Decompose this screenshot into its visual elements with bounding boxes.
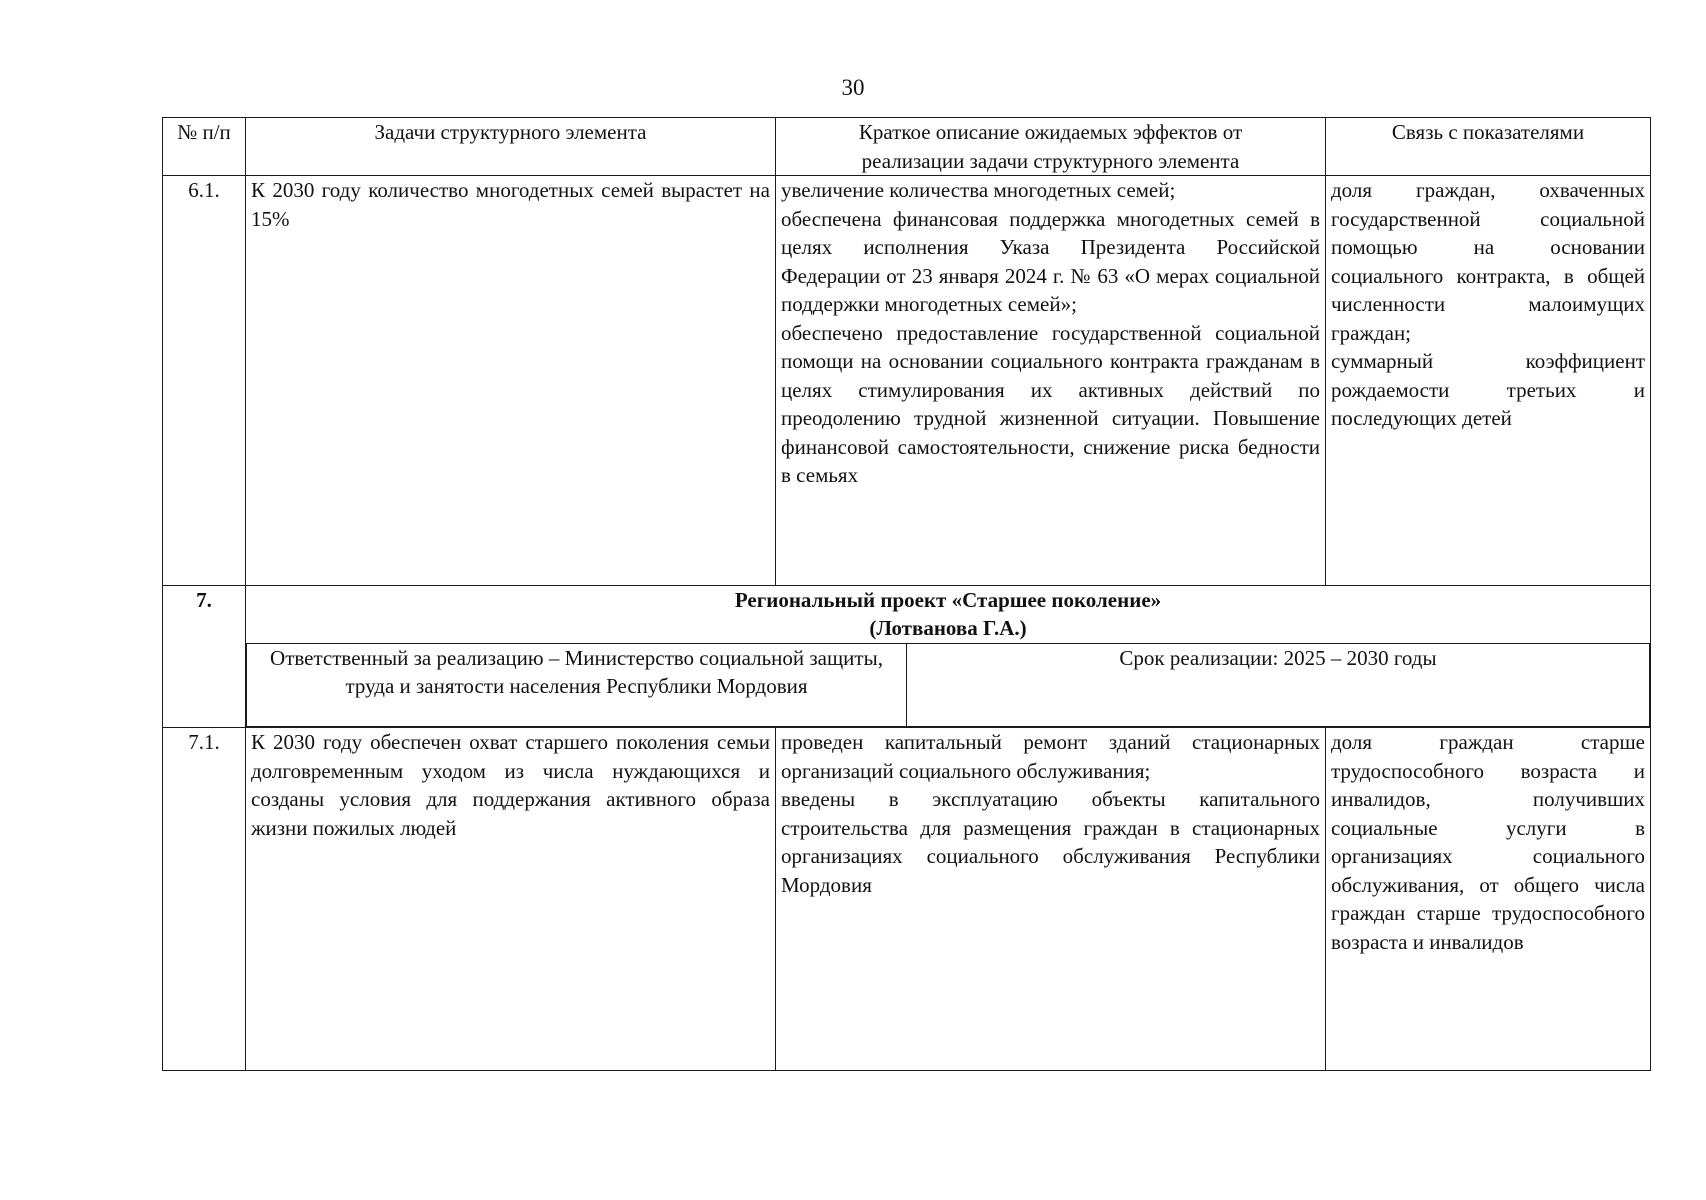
task-cell: К 2030 году количество многодетных семей вырастет на 15% [246, 176, 776, 586]
header-col-num: № п/п [163, 118, 246, 176]
table-row-6-1 [163, 176, 1651, 586]
indicator-item: суммарный коэффициент рождаемости третьих и последующих детей [1331, 349, 1645, 430]
effect-item: введены в эксплуатацию объекты капитального строительства для размещения граждан в стационарных организациях социального обслуживания Республики Мордовия [781, 787, 1320, 897]
responsible-cell: Ответственный за реализацию – Министерство социальной защиты, труда и занятости населения Республики Мордовия [247, 643, 907, 726]
effect-item: обеспечена финансовая поддержка многодетных семей в целях исполнения Указа Президента Российской Федерации от 23 января 2024 г. № 63 «О мерах социальной поддержки многодетных семей»; [781, 206, 1320, 316]
project-number-continued [163, 643, 246, 728]
header-col-tasks: Задачи структурного элемента [246, 118, 776, 176]
task-cell: К 2030 году обеспечен охват старшего поколения семьи долговременным уходом из числа нуждающихся и созданы условия для поддержания активного образа жизни пожилых людей [246, 728, 776, 1071]
row-number: 6.1. [163, 176, 246, 586]
project-details-cell [246, 643, 1651, 728]
effect-item: увеличение количества многодетных семей; [781, 178, 1176, 202]
row-number: 7.1. [163, 728, 246, 1071]
header-col-effects: Краткое описание ожидаемых эффектов от реализации задачи структурного элемента [776, 118, 1326, 176]
table-header-row [163, 118, 1651, 176]
term-cell: Срок реализации: 2025 – 2030 годы [907, 643, 1650, 726]
effect-item: проведен капитальный ремонт зданий стационарных организаций социального обслуживания; [781, 730, 1320, 783]
indicators-cell [1326, 176, 1651, 586]
page-number: 30 [841, 75, 865, 100]
project-row-7 [163, 586, 1651, 643]
indicators-cell: доля граждан старше трудоспособного возраста и инвалидов, получивших социальные услуги в организациях социального обслуживания, от общего числа граждан старше трудоспособного возраста и инвалидов [1326, 728, 1651, 1071]
project-details-row [163, 643, 1651, 728]
effect-item: обеспечено предоставление государственной социальной помощи на основании социального контракта гражданам в целях стимулирования их активных действий по преодолению трудной жизненной ситуации. Повышение финансовой самостоятельности, снижение риска бедности в семьях [781, 320, 1320, 487]
structural-elements-table [162, 117, 1651, 1071]
effects-cell [776, 728, 1326, 1071]
indicator-item: доля граждан, охваченных государственной социальной помощью на основании социального контракта, в общей численности малоимущих граждан; [1331, 178, 1645, 345]
project-details-table [246, 643, 1650, 727]
project-lead: (Лотванова Г.А.) [869, 616, 1027, 640]
project-title-cell [246, 586, 1651, 643]
header-col-indicators: Связь с показателями [1326, 118, 1651, 176]
project-title: Региональный проект «Старшее поколение» [734, 588, 1162, 612]
effects-cell [776, 176, 1326, 586]
table-row-7-1 [163, 728, 1651, 1071]
project-number: 7. [163, 586, 246, 643]
